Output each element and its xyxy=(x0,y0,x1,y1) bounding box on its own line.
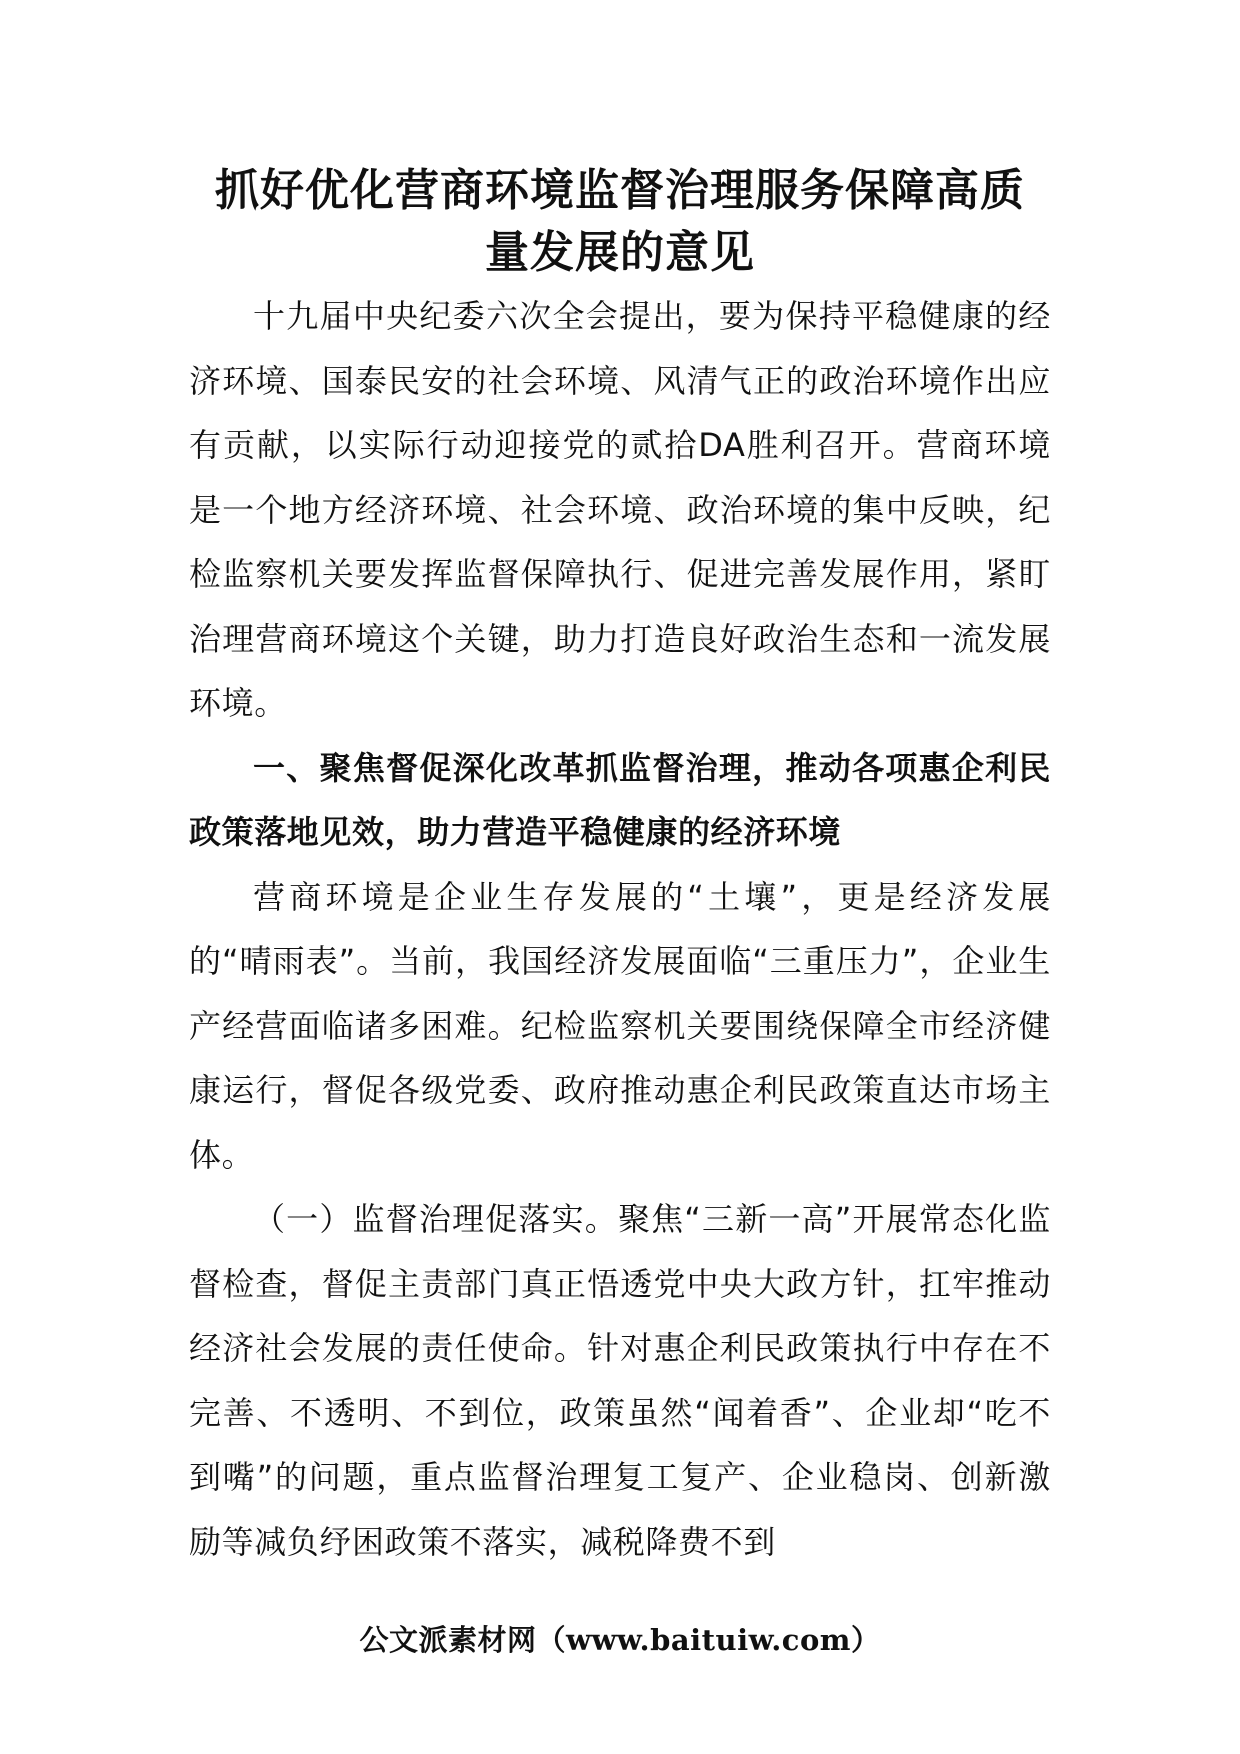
footer-watermark: 公文派素材网（www.baituiw.com） xyxy=(359,1623,881,1657)
paragraph-supervision-implementation: （一）监督治理促落实。聚焦“三新一高”开展常态化监督检查，督促主责部门真正悟透党中央大政方针，扛牢推动经济社会发展的责任使命。针对惠企利民政策执行中存在不完善、不透明、不到位，政策虽然“闻着香”、企业却“吃不到嘴”的问题，重点监督治理复工复产、企业稳岗、创新激励等减负纾困政策不落实，减税降费不到 xyxy=(189,1200,1051,1561)
section-heading-1: 一、聚焦督促深化改革抓监督治理，推动各项惠企利民政策落地见效，助力营造平稳健康的经济环境 xyxy=(189,748,1051,851)
paragraph-business-environment: 营商环境是企业生存发展的“土壤”，更是经济发展的“晴雨表”。当前，我国经济发展面临“三重压力”，企业生产经营面临诸多困难。纪检监察机关要围绕保障全市经济健康运行，督促各级党委、政府推动惠企利民政策直达市场主体。 xyxy=(189,877,1051,1174)
document-body xyxy=(189,160,1051,1574)
title-line-2: 量发展的意见 xyxy=(485,227,755,278)
document-title xyxy=(189,160,1051,284)
paragraph-intro: 十九届中央纪委六次全会提出，要为保持平稳健康的经济环境、国泰民安的社会环境、风清气正的政治环境作出应有贡献，以实际行动迎接党的贰拾DA胜利召开。营商环境是一个地方经济环境、社会环境、政治环境的集中反映，纪检监察机关要发挥监督保障执行、促进完善发展作用，紧盯治理营商环境这个关键，助力打造良好政治生态和一流发展环境。 xyxy=(189,297,1051,722)
title-line-1: 抓好优化营商环境监督治理服务保障高质 xyxy=(215,165,1025,216)
